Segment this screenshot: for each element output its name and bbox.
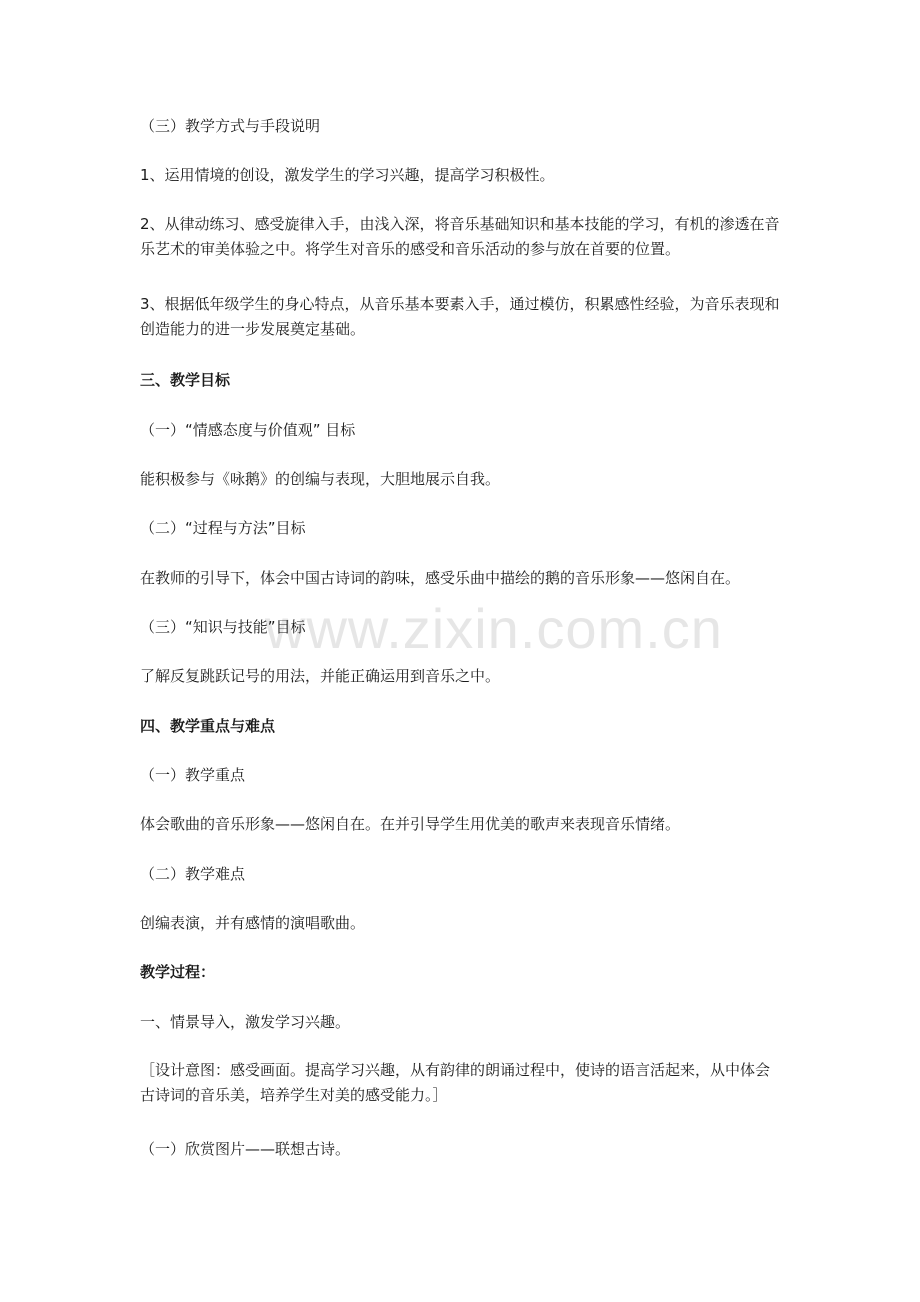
watermark: www.zixin.com.cn <box>265 597 723 660</box>
paragraph: 体会歌曲的音乐形象——悠闲自在。在并引导学生用优美的歌声来表现音乐情绪。 <box>140 815 681 833</box>
paragraph: 1、运用情境的创设，激发学生的学习兴趣，提高学习积极性。 <box>140 166 555 184</box>
paragraph: 在教师的引导下，体会中国古诗词的韵味，感受乐曲中描绘的鹅的音乐形象——悠闲自在。 <box>140 569 741 587</box>
section-heading: （一）教学重点 <box>140 766 246 784</box>
design-intent-note: ［设计意图：感受画面。提高学习兴趣，从有韵律的朗诵过程中，使诗的语言活起来，从中体会古诗词的音乐美，培养学生对美的感受能力。］ <box>140 1061 771 1104</box>
paragraph: 创编表演，并有感情的演唱歌曲。 <box>140 914 366 932</box>
section-heading: （一）欣赏图片——联想古诗。 <box>140 1140 351 1158</box>
paragraph: 了解反复跳跃记号的用法，并能正确运用到音乐之中。 <box>140 667 501 685</box>
section-heading: （三）“知识与技能”目标 <box>140 618 306 636</box>
paragraph: 2、从律动练习、感受旋律入手，由浅入深，将音乐基础知识和基本技能的学习，有机的渗透在音乐艺术的审美体验之中。将学生对音乐的感受和音乐活动的参与放在首要的位置。 <box>140 215 780 258</box>
paragraph: 一、情景导入，激发学习兴趣。 <box>140 1013 351 1031</box>
section-heading: （二）“过程与方法”目标 <box>140 519 306 537</box>
section-heading: （二）教学难点 <box>140 865 246 883</box>
section-heading: （一）“情感态度与价值观” 目标 <box>140 421 356 439</box>
section-title: 三、教学目标 <box>140 371 231 389</box>
section-title: 教学过程： <box>140 963 216 981</box>
section-title: 四、教学重点与难点 <box>140 717 276 735</box>
section-heading: （三）教学方式与手段说明 <box>140 117 321 135</box>
paragraph: 3、根据低年级学生的身心特点，从音乐基本要素入手，通过模仿，积累感性经验，为音乐表现和创造能力的进一步发展奠定基础。 <box>140 295 780 338</box>
paragraph: 能积极参与《咏鹅》的创编与表现，大胆地展示自我。 <box>140 470 501 488</box>
